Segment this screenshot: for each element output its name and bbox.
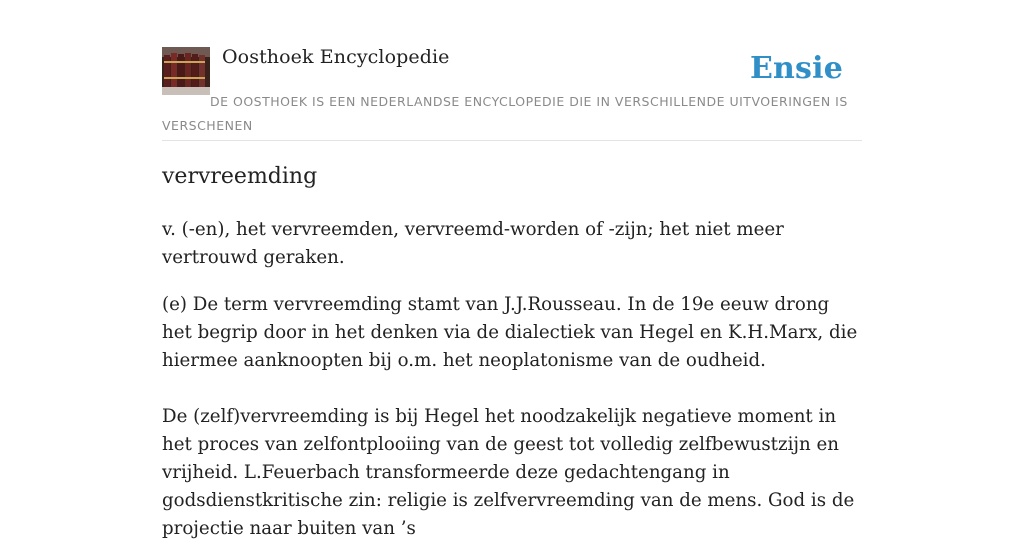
article-paragraph: v. (-en), het vervreemden, vervreemd-worden of -zijn; het niet meer vertrouwd geraken. <box>162 219 784 268</box>
article-title: vervreemding <box>162 164 318 189</box>
site-name[interactable]: Oosthoek Encyclopedie <box>222 46 450 68</box>
site-header <box>162 46 862 141</box>
article <box>162 160 862 543</box>
brand-logo[interactable]: Ensie <box>749 51 843 86</box>
site-tagline: DE OOSTHOEK IS EEN NEDERLANDSE ENCYCLOPEDIE DIE IN VERSCHILLENDE UITVOERINGEN IS VERSCHENEN <box>162 94 848 133</box>
article-paragraph: De (zelf)vervreemding is bij Hegel het noodzakelijk negatieve moment in het proces van zelfontplooiing van de geest tot volledig zelfbewustzijn en vrijheid. L.Feuerbach transformeerde deze gedachtengang in godsdienstkritische zin: religie is zelfvervreemding van de mens. God is de projectie naar buiten van ’s <box>162 406 855 539</box>
encyclopedia-books-icon[interactable] <box>162 47 210 95</box>
article-paragraph: (e) De term vervreemding stamt van J.J.Rousseau. In de 19e eeuw drong het begrip door in het denken via de dialectiek van Hegel en K.H.Marx, die hiermee aanknoopten bij o.m. het neoplatonisme van de oudheid. <box>162 294 858 371</box>
